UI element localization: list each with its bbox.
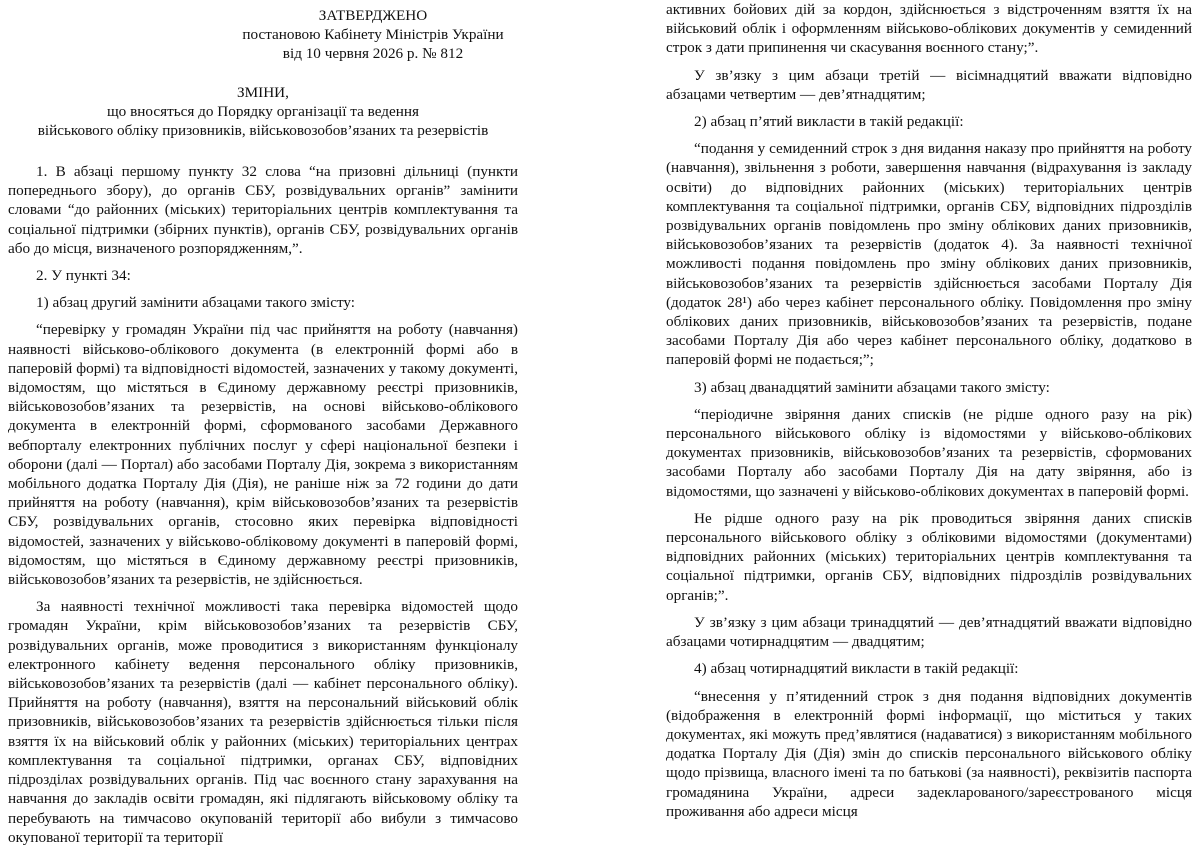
approval-line-date: від 10 червня 2026 р. № 812 <box>282 45 464 62</box>
paragraph: 3) абзац дванадцятий замінити абзацами такого змісту: <box>694 378 1050 396</box>
title-line-changes: ЗМІНИ, <box>237 84 289 101</box>
paragraph: “подання у семиденний строк з дня видання наказу про прийняття на роботу (навчання), звільнення з роботи, завершення навчання (відрахування із закладу освіти) до відповідних районних (міських) територіальних центрів комплектування та соціальної підтримки, органів СБУ, відповідних підрозділів розвідувальних органів повідомлень про зміну облікових даних призовників, військовозобов’язаних та резервістів (додаток 4). За наявності технічної можливості подання повідомлень про зміну облікових даних призовників, військовозобов’язаних та резервістів здійснюється засобами Порталу Дія (додаток 28¹) або через кабінет персонального обліку. Повідомлення про зміну облікових даних призовників, військовозобов’язаних та резервістів, подане засобами Порталу Дія або через кабінет персонального обліку, додатково в паперовій формі не подається;”; <box>666 140 1192 369</box>
paragraph: активних бойових дій за кордон, здійснюється з відстроченням взяття їх на військовий облік і оформленням військово-облікових документів у семиденний строк з дати припинення чи скасування воєнного стану;”. <box>666 1 1192 57</box>
document-page-right <box>592 0 1200 828</box>
paragraph: Не рідше одного разу на рік проводиться звіряння даних списків персонального військового обліку з обліковими відомостями (документами) відповідних районних (міських) територіальних центрів комплектування та соціальної підтримки, органів СБУ, відповідних підрозділів розвідувальних органів;”. <box>666 509 1192 604</box>
paragraph: 4) абзац чотирнадцятий викласти в такій редакції: <box>694 660 1019 678</box>
title-line-subject: що вносяться до Порядку організації та ведення <box>106 103 419 120</box>
approval-stamp <box>228 6 518 63</box>
document-title <box>8 83 518 140</box>
approval-line-resolution: постановою Кабінету Міністрів України <box>242 26 504 43</box>
paragraph: 1) абзац другий замінити абзацами такого змісту: <box>36 294 355 312</box>
paragraph: “внесення у п’ятиденний строк з дня подання відповідних документів (відображення в електронній формі інформації, що міститься у таких документах, які можуть пред’являтися (надаватися) з використанням мобільного додатка Порталу Дія (Дія) змін до списків персонального військового обліку щодо прізвища, власного імені та по батькові (за наявності), реквізитів паспорта громадянина України, адреси задекларованого/зареєстрованого місця проживання або адреси місця <box>666 687 1192 820</box>
paragraph: “перевірку у громадян України під час прийняття на роботу (навчання) наявності військово-облікового документа (в електронній формі або в паперовій формі) та відповідності відомостей, зазначених у такому документі, відомостям, що містяться в Єдиному державному реєстрі призовників, військовозобов’язаних та резервістів, на основі військово-облікового документа в електронній формі, сформованого засобами Державного вебпорталу електронних публічних послуг у сфері національної безпеки і оборони (далі — Портал) або засобами Порталу Дія, зокрема з використанням мобільного додатка Порталу Дія (Дія), не раніше ніж за 72 години до дати прийняття на роботу (навчання), крім військовозобов’язаних та резервістів СБУ, розвідувальних органів, стосовно яких перевірка відповідності відомостей, зазначених у військово-обліковому документі в паперовій формі, відомостям, що містяться в Єдиному державному реєстрі призовників, військовозобов’язаних та резервістів, не здійснюється. <box>8 321 518 589</box>
paragraph: У зв’язку з цим абзаци тринадцятий — дев’ятнадцятий вважати відповідно абзацами чотирнадцятим — двадцятим; <box>666 613 1192 651</box>
paragraph: За наявності технічної можливості така перевірка відомостей щодо громадян України, крім військовозобов’язаних та резервістів СБУ, розвідувальних органів, може проводитися з використанням функціоналу електронного кабінету ведення персонального обліку призовників, військовозобов’язаних та резервістів (далі — кабінет персонального обліку). Прийняття на роботу (навчання), взяття на персональний військовий облік призовників, військовозобов’язаних та резервістів здійснюється тільки після взяття їх на військовий облік у районних (міських) територіальних центрах комплектування та соціальної підтримки, органах СБУ, відповідних підрозділах розвідувальних органів. Під час воєнного стану зарахування на навчання до закладів освіти громадян, які підлягають військовому обліку та перебувають на тимчасово окупованій території або вибули з тимчасово окупованої території та території <box>8 598 518 846</box>
paragraph: 2) абзац п’ятий викласти в такій редакції: <box>694 113 964 131</box>
paragraph: 1. В абзаці першому пункту 32 слова “на призовні дільниці (пункти попереднього збору), до органів СБУ, розвідувальних органів” замінити словами “до районних (міських) територіальних центрів комплектування та соціальної підтримки (збірних пунктів), органів СБУ, розвідувальних органів або до місця, визначеного розпорядженням,”. <box>8 163 518 257</box>
paragraph: У зв’язку з цим абзаци третій — вісімнадцятий вважати відповідно абзацами четвертим — дев’ятнадцятим; <box>666 66 1192 103</box>
approval-line-approved: ЗАТВЕРДЖЕНО <box>318 7 428 24</box>
paragraph: “періодичне звіряння даних списків (не рідше одного разу на рік) персонального військового обліку із відомостями у військово-облікових документах призовників, військовозобов’язаних та резервістів, сформованих засобами Порталу або засобами Порталу Дія на дату звіряння, або із відомостями, що зазначені у військово-облікових документах в паперовій формі. <box>666 405 1192 500</box>
document-page-left <box>0 0 592 846</box>
title-line-scope: військового обліку призовників, військовозобов’язаних та резервістів <box>37 122 489 139</box>
paragraph: 2. У пункті 34: <box>36 267 131 285</box>
